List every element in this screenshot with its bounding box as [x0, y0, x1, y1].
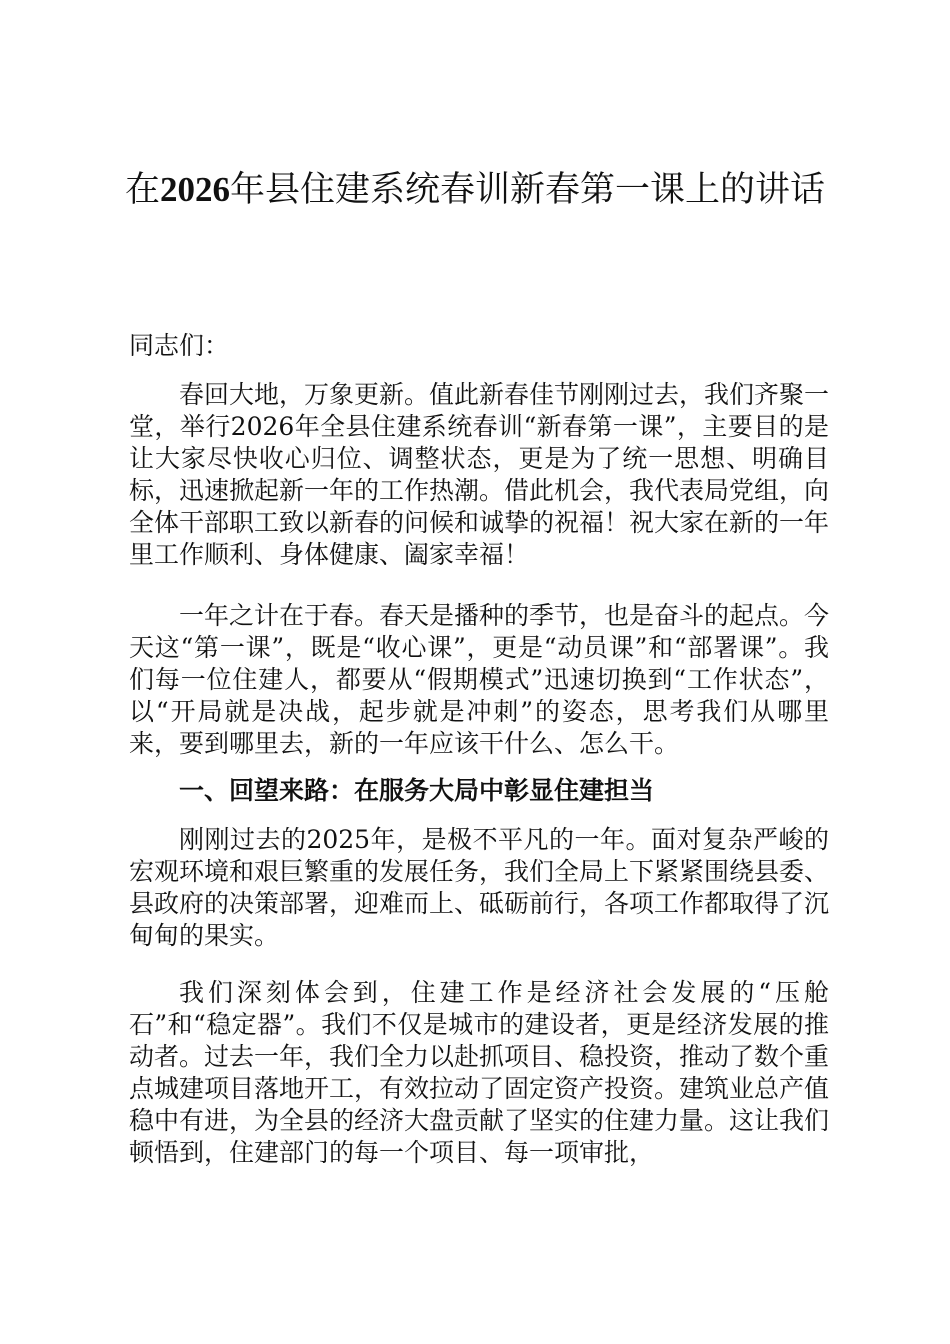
title-suffix: 年县住建系统春训新春第一课上的讲话: [230, 170, 826, 210]
title-prefix: 在: [124, 170, 160, 210]
paragraph-spring: 一年之计在于春。春天是播种的季节，也是奋斗的起点。今天这“第一课”，既是“收心课”，更是“动员课”和“部署课”。我们每一位住建人，都要从“假期模式”迅速切换到“工作状态”，以“开局就是决战，起步就是冲刺”的姿态，思考我们从哪里来，要到哪里去，新的一年应该干什么、怎么干。: [129, 601, 830, 758]
salutation: 同志们：: [129, 331, 230, 360]
paragraph-opening: 春回大地，万象更新。值此新春佳节刚刚过去，我们齐聚一堂，举行2026年全县住建系统春训“新春第一课”，主要目的是让大家尽快收心归位、调整状态，更是为了统一思想、明确目标，迅速掀起新一年的工作热潮。借此机会，我代表局党组，向全体干部职工致以新春的问候和诚挚的祝福！祝大家在新的一年里工作顺利、身体健康、阖家幸福！: [129, 380, 830, 569]
paragraph-review: 刚刚过去的2025年，是极不平凡的一年。面对复杂严峻的宏观环境和艰巨繁重的发展任务，我们全局上下紧紧围绕县委、县政府的决策部署，迎难而上、砥砺前行，各项工作都取得了沉甸甸的果实。: [129, 825, 830, 950]
title-year: 2026: [160, 170, 230, 209]
paragraph-insight: 我们深刻体会到，住建工作是经济社会发展的“压舱石”和“稳定器”。我们不仅是城市的建设者，更是经济发展的推动者。过去一年，我们全力以赴抓项目、稳投资，推动了数个重点城建项目落地开工，有效拉动了固定资产投资。建筑业总产值稳中有进，为全县的经济大盘贡献了坚实的住建力量。这让我们顿悟到，住建部门的每一个项目、每一项审批，: [129, 978, 830, 1167]
document-title: [120, 166, 830, 214]
section-heading: 一、回望来路：在服务大局中彰显住建担当: [179, 776, 655, 805]
